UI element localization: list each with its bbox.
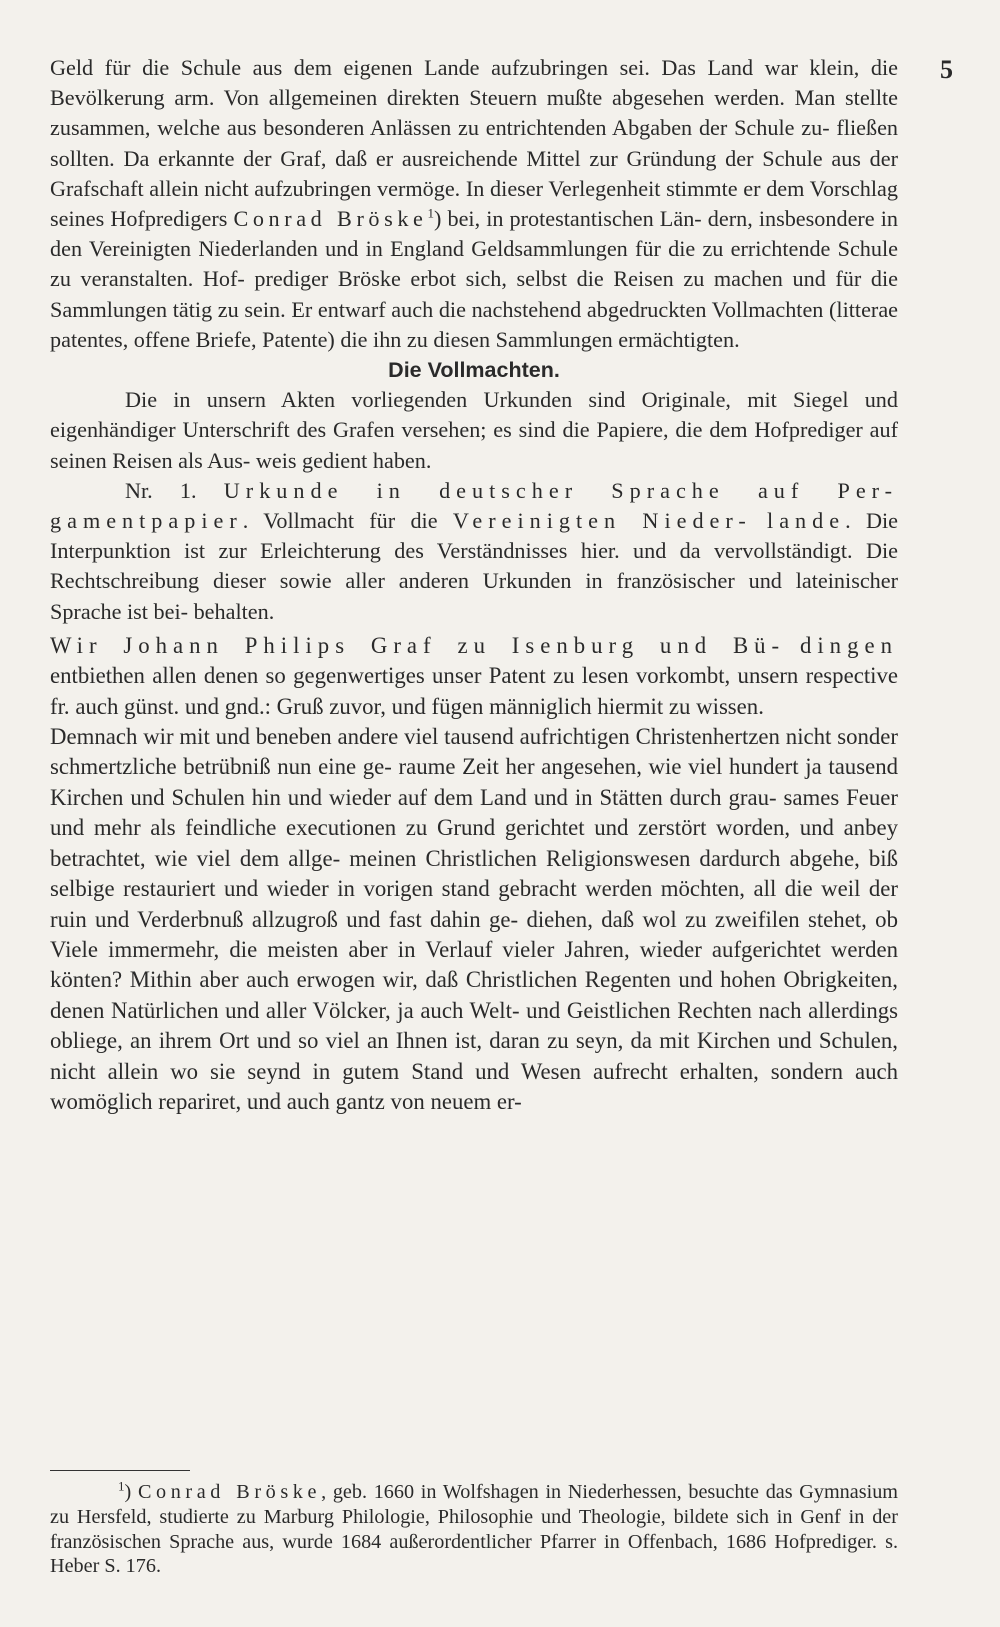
text-line: ) bei, in protestantischen Län- <box>434 206 702 232</box>
footnotes <box>50 1480 898 1579</box>
main-text-column <box>50 53 898 1117</box>
text-line: all die weil der ruin und Verderbnuß allzugroß und fast dahin ge- <box>50 876 899 932</box>
text-line: Philosophie und Theologie, bildete sich in Genf in der französischen Sprache <box>50 1505 898 1553</box>
text-line: lesen vorkombt, unsern respective fr. auch günst. und gnd.: Gruß <box>50 663 899 719</box>
text-line: und zerstört worden, und anbey betrachtet, wie viel dem allge- <box>50 815 898 871</box>
spaced-text: Wir Johann Philips Graf zu Isenburg und Bü- <box>50 632 786 658</box>
footnote-marker: 1 <box>118 1478 125 1494</box>
text-line: die ihn zu diesen Sammlungen ermächtigten. <box>340 326 740 352</box>
text-line: meinen Christlichen Religionswesen dardurch abgehe, biß selbige <box>50 845 898 902</box>
text-line: mit Siegel und eigenhändiger Unterschrift des Grafen versehen; es <box>50 387 898 443</box>
intro-paragraph <box>50 53 898 355</box>
person-name-spaced: Conrad Bröske <box>137 1481 322 1503</box>
charter-text <box>50 631 898 1118</box>
section-heading: Die Vollmachten. <box>388 358 560 383</box>
text-line: diehen, daß wol zu zweifilen stehet, ob Viele immermehr, die meisten <box>50 906 898 962</box>
text-line: aus, wurde 1684 außerordentlicher Pfarrer in Offenbach, 1686 Hofprediger. <box>242 1530 877 1553</box>
section-paragraph <box>50 385 898 476</box>
text-line: Mithin aber auch erwogen wir, daß Christlichen Regenten und hohen <box>129 967 776 993</box>
text-line: behalten. <box>193 598 275 624</box>
text-line: restauriert und wieder in vorigen stand gebracht werden möchten, <box>123 876 745 902</box>
text-line: hier. und da vervollständigt. Die Rechtschreibung dieser sowie aller <box>50 538 899 594</box>
text-line: anderen Urkunden in französischer und lateinischer Sprache ist bei- <box>50 568 899 624</box>
document-description <box>50 476 898 627</box>
spaced-text: gamentpapier <box>50 508 243 534</box>
spaced-text: Urkunde in deutscher Sprache auf Per- <box>223 477 899 503</box>
text-line: weis gedient haben. <box>255 447 432 473</box>
text-line: sames Feuer und mehr als feindliche executionen zu Grund gerichtet <box>50 784 899 841</box>
page-number: 5 <box>940 55 953 84</box>
text-line: Geldsammlungen für die zu errichtende Schule zu veranstalten. Hof- <box>50 236 899 292</box>
text-line: Steuern mußte abgesehen werden. Man stellte zusammen, welche <box>50 85 899 141</box>
text-line: dern, insbesondere in den Vereinigten Niederlanden und in England <box>50 206 898 262</box>
text-line: . Die Interpunktion ist zur Erleichterung des Verständnisses <box>50 508 898 564</box>
text-line: besuchte das Gymnasium zu Hersfeld, studierte zu Marburg Philologie, <box>50 1481 898 1528</box>
footnote-reference: 1 <box>427 205 435 221</box>
text-line: allein wo sie seynd in gutem Stand und Wesen aufrecht erhalten, <box>107 1058 759 1084</box>
text-line: entbiethen allen denen so gegenwertiges unser Patent zu <box>50 663 575 689</box>
footnote: $^1$) Conrad Bröske, geb. 1660 in Wolfshagen in Niederhessen, besuchte das Gymnasium zu Hersfeld, studierte zu Marburg Philologie, Philosophie und Theologie, bildete sich in Genf in der französischen Sprache aus, wurde 1684 außerordentlicher Pfarrer in Offenbach, 1686 Hofprediger. s. Heber S. 176. <box>50 1478 898 1578</box>
text-line: s. Heber S. 176. <box>50 1530 898 1578</box>
person-name-spaced: Conrad Bröske <box>233 206 428 232</box>
text-line: prediger Bröske erbot sich, selbst die Reisen zu machen und für <box>254 266 862 292</box>
text-line: sind die Papiere, die dem Hofprediger auf seinen Reisen als Aus- <box>50 417 898 473</box>
text-line: Christenhertzen nicht sonder schmertzliche betrübniß nun eine ge- <box>50 724 899 780</box>
text-line: Schulen hin und wieder auf dem Land und in Stätten durch grau- <box>171 784 777 810</box>
text-line: aus besonderen Anlässen zu entrichtenden Abgaben der Schule zu- <box>226 115 830 141</box>
text-line: viel an Ihnen ist, daran zu seyn, da mit Kirchen und Schulen, nicht <box>50 1028 899 1084</box>
text-line: sondern auch womöglich repariret, und auch gantz von neuem er- <box>50 1058 898 1114</box>
charter-opening <box>50 631 898 722</box>
text-line: Geistlichen Rechten nach allerdings obliege, an ihrem Ort und so <box>50 997 898 1054</box>
text-line: die Sammlungen tätig zu sein. Er entwarf auch die nachstehend <box>50 266 898 322</box>
text-line: Geld für die Schule aus dem eigenen Lande aufzubringen sei. Das <box>50 55 696 80</box>
text-line: Hofpredigers <box>110 206 234 232</box>
text-line: raume Zeit her angesehen, wie viel hundert ja tausend Kirchen und <box>50 754 898 810</box>
text-line: zuvor, und fügen männiglich hiermit zu wissen. <box>329 693 764 719</box>
document-number: Nr. 1. <box>125 477 224 503</box>
text-line: abgedruckten Vollmachten (litterae patentes, offene Briefe, Patente) <box>50 296 899 352</box>
spaced-text: dingen <box>799 632 898 658</box>
footnote-divider <box>50 1470 190 1471</box>
text-line: . Vollmacht für die <box>242 508 453 534</box>
charter-body <box>50 722 898 1117</box>
text-line: Obrigkeiten, denen Natürlichen und aller Völcker, ja auch Welt- und <box>50 967 899 1023</box>
text-line: zur Gründung der Schule aus der Grafschaft allein nicht aufzubringen <box>50 145 899 201</box>
text-line: aber in Verlauf vieler Jahren, wieder aufgerichtet werden könten? <box>50 936 898 993</box>
text-line: vermöge. In dieser Verlegenheit stimmte er dem Vorschlag seines <box>50 175 898 232</box>
text-line: fließen sollten. Da erkannte der Graf, daß er ausreichende Mittel <box>50 115 899 171</box>
text-line: Die in unsern Akten vorliegenden Urkunden sind Originale, <box>125 387 731 413</box>
spaced-text: Vereinigten Nieder- <box>452 508 752 534</box>
text-line: , geb. 1660 in Wolfshagen in Niederhessen, <box>321 1481 682 1503</box>
text-line: Demnach wir mit und beneben andere viel tausend aufrichtigen <box>50 724 630 750</box>
text-line: Land war klein, die Bevölkerung arm. Von allgemeinen direkten <box>50 55 898 111</box>
spaced-text: lande <box>767 508 846 534</box>
